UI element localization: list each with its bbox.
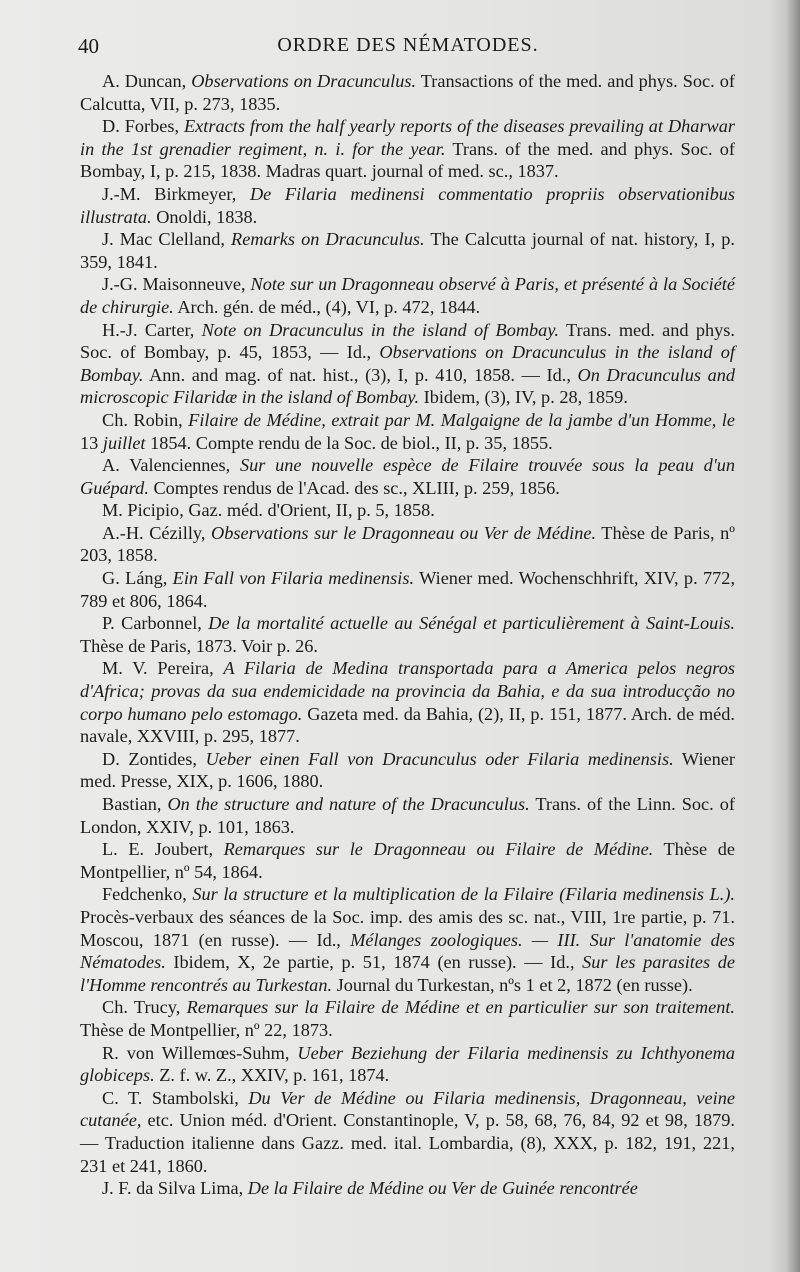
bibliography-entry bbox=[80, 273, 735, 318]
entry-text-segment: H.-J. Carter, bbox=[102, 319, 202, 340]
bibliography-list bbox=[80, 70, 735, 1200]
entry-text-segment: D. Zontides, bbox=[102, 748, 206, 769]
page-number: 40 bbox=[78, 34, 99, 58]
bibliography-entry bbox=[80, 319, 735, 409]
entry-text-segment: Arch. gén. de méd., (4), VI, p. 472, 1844. bbox=[173, 296, 481, 317]
entry-title-segment: Observations sur le Dragonneau ou Ver de Médine. bbox=[211, 522, 597, 543]
entry-title-segment: Extracts from the half yearly reports of the diseases prevailing at Dharwar in the 1st grenadier regiment, n. i. for the year. bbox=[80, 116, 736, 159]
bibliography-entry bbox=[80, 748, 735, 793]
entry-text-segment: Transactions of the med. and phys. Soc. of Calcutta, VII, p. 273, 1835. bbox=[80, 71, 735, 114]
entry-text-segment: Thèse de Paris, nº 203, 1858. bbox=[80, 522, 735, 566]
entry-text-segment: 1854. Compte rendu de la Soc. de biol., II, p. 35, 1855. bbox=[145, 432, 553, 453]
entry-text-segment: Comptes rendus de l'Acad. des sc., XLIII, p. 259, 1856. bbox=[148, 477, 560, 498]
bibliography-entry bbox=[80, 567, 735, 612]
entry-title-segment: juillet bbox=[102, 432, 146, 453]
entry-text-segment: Ibidem, (3), IV, p. 28, 1859. bbox=[419, 387, 628, 408]
entry-text-segment: A.-H. Cézilly, bbox=[102, 522, 212, 543]
bibliography-entry bbox=[80, 793, 735, 838]
entry-text-segment: M. Picipio, Gaz. méd. d'Orient, II, p. 5, 1858. bbox=[102, 500, 435, 521]
entry-text-segment: J. Mac Clelland, bbox=[102, 229, 232, 250]
bibliography-entry bbox=[80, 183, 735, 228]
bibliography-entry bbox=[80, 883, 735, 996]
entry-title-segment: Observations on Dracunculus. bbox=[191, 71, 417, 91]
entry-text-segment: 13 bbox=[80, 432, 103, 453]
entry-text-segment: Wiener med. Presse, XIX, p. 1606, 1880. bbox=[80, 748, 735, 792]
entry-text-segment: Journal du Turkestan, nºs 1 et 2, 1872 (en russe). bbox=[332, 974, 693, 995]
bibliography-entry bbox=[80, 409, 735, 454]
entry-title-segment: De la Filaire de Médine ou Ver de Guinée rencontrée bbox=[247, 1178, 638, 1199]
entry-text-segment: Wiener med. Wochenschhrift, XIV, p. 772, 789 et 806, 1864. bbox=[80, 568, 736, 611]
entry-text-segment: J.-M. Birkmeyer, bbox=[102, 183, 250, 204]
entry-text-segment: J. F. da Silva Lima, bbox=[102, 1178, 248, 1199]
entry-title-segment: A Filaria de Medina transportada para a America pelos negros d'Africa; provas da sua endemicidade na provincia da Bahia, e da sua introducção no corpo humano pelo estomago. bbox=[80, 658, 735, 724]
entry-text-segment: Fedchenko, bbox=[102, 884, 193, 905]
entry-text-segment: J.-G. Maisonneuve, bbox=[102, 274, 251, 295]
entry-text-segment: Procès-verbaux des séances de la Soc. imp. des amis des sc. nat., VIII, 1re partie, p. 71. Moscou, 1871 (en russe). — Id., bbox=[80, 906, 735, 950]
entry-title-segment: Filaire de Médine, extrait par M. Malgaigne de la jambe d'un Homme, le bbox=[188, 409, 735, 430]
entry-text-segment: A. Duncan, bbox=[102, 71, 192, 91]
entry-title-segment: Remarks on Dracunculus. bbox=[231, 229, 425, 250]
bibliography-entry bbox=[80, 522, 735, 567]
entry-text-segment: Ann. and mag. of nat. hist., (3), I, p. 410, 1858. — Id., bbox=[143, 364, 578, 385]
entry-text-segment: etc. Union méd. d'Orient. Constantinople, V, p. 58, 68, 76, 84, 92 et 98, 1879. — Traduction italienne dans Gazz. med. ital. Lombardia, (8), XXX, p. 182, 191, 221, 231 et 241, 1860. bbox=[80, 1110, 735, 1176]
entry-title-segment: On Dracunculus and microscopic Filaridæ in the island of Bombay. bbox=[80, 364, 736, 408]
page-edge-shadow bbox=[786, 0, 800, 1272]
entry-text-segment: G. Láng, bbox=[102, 568, 173, 589]
entry-title-segment: On the structure and nature of the Dracunculus. bbox=[167, 794, 530, 814]
entry-title-segment: Note on Dracunculus in the island of Bombay. bbox=[201, 319, 559, 340]
entry-title-segment: Note sur un Dragonneau observé à Paris, et présenté à la Société de chirurgie. bbox=[80, 274, 736, 317]
page-header bbox=[78, 34, 738, 64]
entry-text-segment: Ch. Trucy, bbox=[102, 997, 187, 1018]
bibliography-entry bbox=[80, 996, 735, 1041]
bibliography-entry bbox=[80, 1042, 735, 1087]
entry-title-segment: Mélanges zoologiques. — III. Sur l'anatomie des Nématodes. bbox=[80, 929, 735, 973]
entry-title-segment: Ein Fall von Filaria medinensis. bbox=[172, 568, 415, 589]
entry-title-segment: Remarques sur le Dragonneau ou Filaire de Médine. bbox=[223, 839, 654, 860]
entry-title-segment: De la mortalité actuelle au Sénégal et particulièrement à Saint-Louis. bbox=[208, 613, 736, 634]
entry-text-segment: The Calcutta journal of nat. history, I, p. 359, 1841. bbox=[80, 229, 735, 272]
entry-text-segment: Onoldi, 1838. bbox=[151, 206, 258, 227]
entry-title-segment: Ueber Beziehung der Filaria medinensis zu Ichthyonema globiceps. bbox=[80, 1042, 735, 1086]
entry-text-segment: L. E. Joubert, bbox=[102, 839, 224, 860]
entry-title-segment: Remarques sur la Filaire de Médine et en particulier sur son traitement. bbox=[186, 997, 735, 1018]
bibliography-entry bbox=[80, 228, 735, 273]
bibliography-entry bbox=[80, 1177, 735, 1200]
entry-text-segment: Gazeta med. da Bahia, (2), II, p. 151, 1877. Arch. de méd. navale, XXVIII, p. 295, 1877. bbox=[80, 703, 735, 747]
bibliography-entry bbox=[80, 657, 735, 747]
bibliography-entry bbox=[80, 612, 735, 657]
entry-text-segment: Thèse de Paris, 1873. Voir p. 26. bbox=[80, 635, 318, 656]
entry-title-segment: Du Ver de Médine ou Filaria medinensis, Dragonneau, veine cutanée, bbox=[80, 1087, 735, 1131]
bibliography-entry bbox=[80, 1087, 735, 1177]
entry-text-segment: Ibidem, X, 2e partie, p. 51, 1874 (en russe). — Id., bbox=[165, 952, 583, 973]
entry-title-segment: Sur une nouvelle espèce de Filaire trouvée sous la peau d'un Guépard. bbox=[80, 455, 736, 498]
bibliography-entry bbox=[80, 499, 735, 522]
entry-text-segment: C. T. Stambolski, bbox=[102, 1087, 249, 1108]
entry-text-segment: P. Carbonnel, bbox=[102, 613, 209, 634]
entry-text-segment: Trans. of the Linn. Soc. of London, XXIV, p. 101, 1863. bbox=[80, 794, 735, 837]
entry-title-segment: Ueber einen Fall von Dracunculus oder Filaria medinensis. bbox=[205, 748, 674, 769]
entry-text-segment: A. Valenciennes, bbox=[102, 455, 240, 476]
entry-text-segment: Bastian, bbox=[102, 794, 168, 814]
bibliography-entry bbox=[80, 454, 735, 499]
entry-text-segment: Trans. of the med. and phys. Soc. of Bombay, I, p. 215, 1838. Madras quart. journal of med. sc., 1837. bbox=[80, 138, 735, 182]
entry-title-segment: Sur les parasites de l'Homme rencontrés au Turkestan. bbox=[80, 952, 735, 995]
bibliography-entry bbox=[80, 70, 735, 115]
entry-text-segment: Trans. med. and phys. Soc. of Bombay, p. 45, 1853, — Id., bbox=[80, 319, 735, 363]
bibliography-entry bbox=[80, 838, 735, 883]
entry-text-segment: Thèse de Montpellier, nº 22, 1873. bbox=[80, 1019, 333, 1040]
entry-text-segment: M. V. Pereira, bbox=[102, 658, 224, 679]
bibliography-entry bbox=[80, 115, 735, 183]
entry-text-segment: Ch. Robin, bbox=[102, 409, 189, 430]
entry-title-segment: De Filaria medinensi commentatio propriis observationibus illustrata. bbox=[80, 183, 735, 227]
entry-text-segment: D. Forbes, bbox=[102, 116, 185, 137]
entry-text-segment: Z. f. w. Z., XXIV, p. 161, 1874. bbox=[154, 1065, 390, 1086]
entry-title-segment: Observations on Dracunculus in the island of Bombay. bbox=[80, 342, 735, 385]
entry-title-segment: Sur la structure et la multiplication de la Filaire (Filaria medinensis L.). bbox=[192, 884, 735, 905]
running-title: ORDRE DES NÉMATODES. bbox=[277, 34, 539, 56]
entry-text-segment: R. von Willemœs-Suhm, bbox=[102, 1042, 298, 1063]
entry-text-segment: Thèse de Montpellier, nº 54, 1864. bbox=[80, 839, 735, 882]
